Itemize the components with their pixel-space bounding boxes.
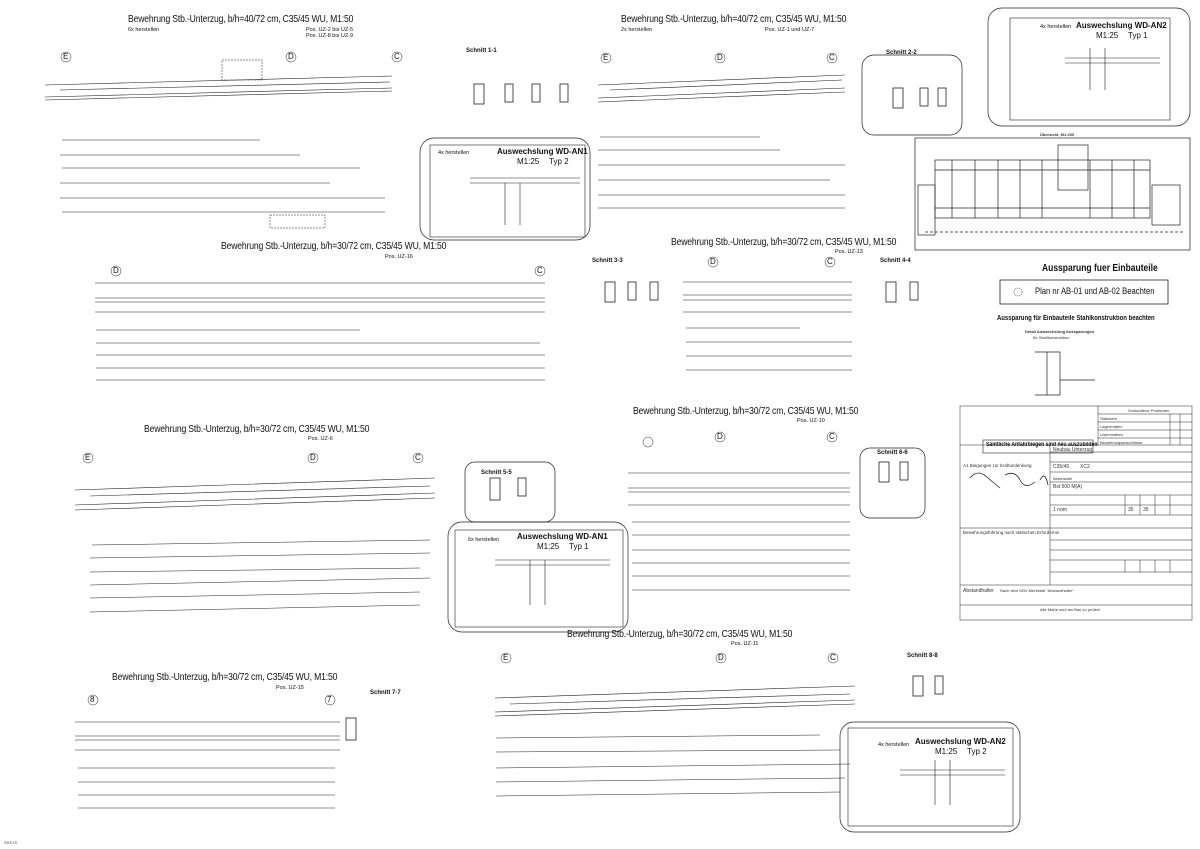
axis-label: E: [503, 653, 509, 662]
beam3-chord: [95, 283, 545, 312]
wd1a-scale: M1:25: [517, 157, 540, 166]
beam5-chord: [75, 478, 435, 510]
section-label: Schnitt 7-7: [370, 690, 401, 696]
beam5-pos: Pos. UZ-6: [308, 436, 333, 442]
beam6-title: Bewehrung Stb.-Unterzug, b/h=30/72 cm, C35/45 WU, M1:50: [633, 405, 859, 417]
steel-grade: Bst 500 M(A): [1053, 484, 1083, 490]
aussparung-title: Aussparung fuer Einbauteile: [1042, 263, 1158, 274]
axis-label: C: [537, 266, 543, 275]
beam7-title: Bewehrung Stb.-Unterzug, b/h=30/72 cm, C35/45 WU, M1:50: [567, 628, 793, 640]
beam1-pos2: Pos. UZ-8 bis UZ-9: [306, 33, 354, 39]
exposure-class: XC2: [1080, 464, 1090, 470]
wd2b-count: 4x herstellen: [878, 742, 910, 748]
title-block: [960, 406, 1192, 620]
bending-b: Bewehrungsführung nach statischen Erfordernis: [963, 530, 1060, 535]
beam8-pos: Pos. UZ-15: [276, 685, 304, 691]
wd1b-type: Typ 1: [569, 542, 589, 551]
beam3-pos: Pos. UZ-16: [385, 254, 413, 260]
plan-reference: Plan nr AB-01 und AB-02 Beachten: [1035, 286, 1155, 296]
legend-row: Lagermatten: [1100, 424, 1123, 429]
wd1b-count: 6x herstellen: [468, 537, 500, 543]
beam3-title: Bewehrung Stb.-Unterzug, b/h=30/72 cm, C35/45 WU, M1:50: [221, 240, 447, 252]
wd1b-scale: M1:25: [537, 542, 560, 551]
legend-row: Bewehrungsanschlüsse: [1100, 440, 1143, 445]
wd1a-title: Auswechslung WD-AN1: [497, 147, 588, 156]
beam7-pos: Pos. UZ-11: [731, 641, 759, 647]
stahl-note: Aussparung für Einbauteile Stahlkonstruktion beachten: [997, 315, 1155, 322]
section-label: Schnitt 4-4: [880, 258, 911, 264]
abbiegen-note: Sämtliche Anfahrbiegen sind neu auszubilden: [986, 442, 1098, 448]
detail-label: Detail Auswechslung Aussparungen: [1025, 329, 1095, 334]
beam1-bars: [60, 140, 385, 212]
section-label: Schnitt 2-2: [886, 50, 917, 56]
beam2-count: 2x herstellen: [621, 27, 653, 33]
detail-sub: für Stahlkonstruktion: [1033, 335, 1070, 340]
axis-label: C: [829, 432, 835, 441]
axis-label: C: [829, 53, 835, 62]
section-label: Schnitt 6-6: [877, 450, 908, 456]
section-label: Schnitt 8-8: [907, 653, 938, 659]
distance-label: Abstandhalter: [963, 588, 994, 594]
legend-row: Listenmatten: [1100, 432, 1123, 437]
axis-label: D: [113, 266, 119, 275]
beam8-title: Bewehrung Stb.-Unterzug, b/h=30/72 cm, C35/45 WU, M1:50: [112, 671, 338, 683]
wd2a-type: Typ 1: [1128, 31, 1148, 40]
axis-label: D: [717, 53, 723, 62]
beam1-count: 6x herstellen: [128, 27, 160, 33]
distance-sub: Nach dem DBV-Merkblatt "Abstandhalter": [1000, 588, 1074, 593]
wd1b-title: Auswechslung WD-AN1: [517, 532, 608, 541]
axis-label: 7: [327, 695, 332, 704]
cover-value: 35: [1143, 507, 1149, 513]
beam2-chord: [598, 75, 845, 102]
overview-label: Übersicht, M1:200: [1040, 132, 1075, 137]
wd1a-count: 4x herstellen: [438, 150, 470, 156]
cover: 1 nom: [1053, 507, 1067, 513]
wd2a-title: Auswechslung WD-AN2: [1076, 21, 1167, 30]
axis-label: E: [603, 53, 609, 62]
section-label: Schnitt 5-5: [481, 470, 512, 476]
beam6-pos: Pos. UZ-10: [797, 418, 825, 424]
axis-label: C: [830, 653, 836, 662]
axis-label: E: [85, 453, 91, 462]
title-block-footer: Alle Maße sind am Bau zu prüfen!: [1040, 607, 1101, 612]
axis-label: C: [415, 453, 421, 462]
wd2b-scale: M1:25: [935, 747, 958, 756]
beam1-title: Bewehrung Stb.-Unterzug, b/h=40/72 cm, C35/45 WU, M1:50: [128, 13, 354, 25]
beam6-chord: [628, 473, 850, 505]
section-label: Schnitt 3-3: [592, 258, 623, 264]
wd2b-type: Typ 2: [967, 747, 987, 756]
beam5-title: Bewehrung Stb.-Unterzug, b/h=30/72 cm, C35/45 WU, M1:50: [144, 423, 370, 435]
steel-sub: Betonstahl: [1053, 476, 1072, 481]
page-mark: SSS IS: [4, 840, 17, 845]
axis-label: D: [717, 432, 723, 441]
axis-label: D: [288, 52, 294, 61]
beam2-pos: Pos. UZ-1 und UZ-7: [765, 27, 815, 33]
beam4-title: Bewehrung Stb.-Unterzug, b/h=30/72 cm, C35/45 WU, M1:50: [671, 236, 897, 248]
beam1-chord: [45, 76, 392, 100]
wd2a-scale: M1:25: [1096, 31, 1119, 40]
axis-label: C: [394, 52, 400, 61]
beam4-chord: [683, 282, 852, 312]
section-label: Schnitt 1-1: [466, 48, 497, 54]
axis-label: D: [310, 453, 316, 462]
concrete-class: C35/45: [1053, 464, 1070, 470]
beam8-chord: [75, 722, 340, 750]
bending-a: A1 Biegungen zur Kraftumlenkung: [963, 463, 1032, 468]
beam4-pos: Pos. UZ-13: [835, 249, 863, 255]
axis-label: 8: [90, 695, 95, 704]
beam7-chord: [495, 686, 855, 716]
axis-label: C: [827, 257, 833, 266]
axis-label: D: [718, 653, 724, 662]
axis-label: D: [710, 257, 716, 266]
legend-row: Stabstahl: [1100, 416, 1117, 421]
wd2a-count: 4x herstellen: [1040, 24, 1072, 30]
wd1a-type: Typ 2: [549, 157, 569, 166]
cover-value: 35: [1128, 507, 1134, 513]
project-name: Neubau Unterzug: [1053, 447, 1093, 453]
wd2b-title: Auswechslung WD-AN2: [915, 737, 1006, 746]
axis-label: E: [63, 52, 69, 61]
beam1-pos: Pos. UZ-2 bis UZ-5: [306, 27, 354, 33]
overview-plan: [915, 138, 1190, 250]
beam2-title: Bewehrung Stb.-Unterzug, b/h=40/72 cm, C35/45 WU, M1:50: [621, 13, 847, 25]
legend-title: Vorhandene Positionen: [1128, 408, 1170, 413]
